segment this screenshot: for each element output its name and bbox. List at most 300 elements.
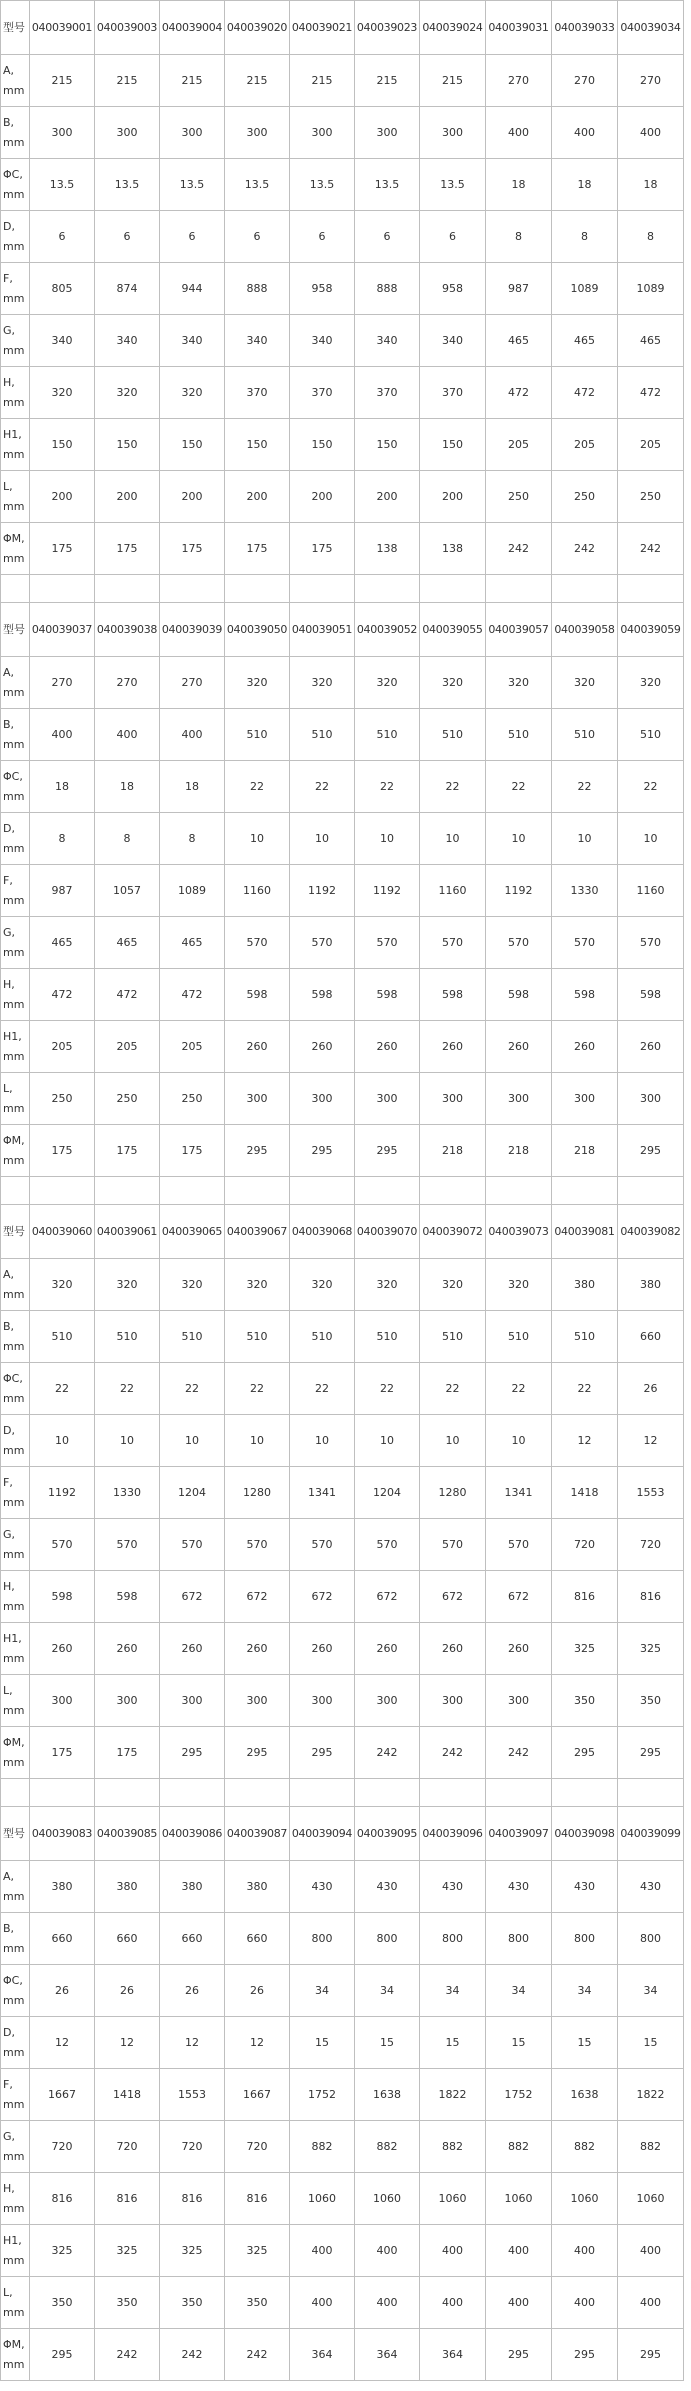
dimension-value-cell: 510 — [225, 1311, 290, 1363]
model-header-row — [1, 1807, 684, 1861]
dimension-value-cell: 22 — [160, 1363, 225, 1415]
dimension-value-cell: 10 — [160, 1415, 225, 1467]
model-number-cell: 040039052 — [355, 603, 420, 657]
model-number-cell: 040039023 — [355, 1, 420, 55]
dimension-value-cell: 598 — [355, 969, 420, 1021]
dimension-value-cell: 1192 — [355, 865, 420, 917]
dimension-value-cell: 672 — [290, 1571, 355, 1623]
dimension-value-cell: 22 — [290, 1363, 355, 1415]
dimension-value-cell: 510 — [355, 1311, 420, 1363]
block-spacer-row — [1, 575, 684, 603]
dimension-value-cell: 34 — [290, 1965, 355, 2017]
dimension-value-cell: 510 — [160, 1311, 225, 1363]
dimension-value-cell: 18 — [30, 761, 95, 813]
dimension-value-cell: 350 — [160, 2277, 225, 2329]
spacer-cell — [225, 1177, 290, 1205]
model-number-cell: 040039083 — [30, 1807, 95, 1861]
spacer-cell — [1, 1177, 30, 1205]
dimension-value-cell: 320 — [160, 1259, 225, 1311]
dimension-value-cell: 300 — [95, 107, 160, 159]
dimension-value-cell: 472 — [30, 969, 95, 1021]
dimension-value-cell: 1638 — [552, 2069, 618, 2121]
dimension-value-cell: 260 — [420, 1623, 486, 1675]
dimension-value-cell: 10 — [355, 1415, 420, 1467]
model-number-cell: 040039033 — [552, 1, 618, 55]
dimension-value-cell: 400 — [552, 2277, 618, 2329]
dimension-label: B, mm — [1, 1311, 30, 1363]
dimension-row — [1, 159, 684, 211]
dimension-value-cell: 22 — [486, 1363, 552, 1415]
dimension-value-cell: 12 — [95, 2017, 160, 2069]
dimension-value-cell: 570 — [420, 1519, 486, 1571]
dimension-label: H1, mm — [1, 1021, 30, 1073]
dimension-value-cell: 720 — [95, 2121, 160, 2173]
dimension-label: F, mm — [1, 865, 30, 917]
dimension-row — [1, 813, 684, 865]
dimension-value-cell: 1060 — [420, 2173, 486, 2225]
dimension-value-cell: 400 — [486, 2225, 552, 2277]
dimension-label: H, mm — [1, 969, 30, 1021]
dimension-value-cell: 270 — [160, 657, 225, 709]
dimension-value-cell: 380 — [30, 1861, 95, 1913]
dimension-value-cell: 10 — [225, 1415, 290, 1467]
dimension-value-cell: 215 — [225, 55, 290, 107]
dimension-label: B, mm — [1, 709, 30, 761]
dimension-value-cell: 6 — [420, 211, 486, 263]
dimension-value-cell: 6 — [160, 211, 225, 263]
dimension-value-cell: 350 — [552, 1675, 618, 1727]
dimension-value-cell: 26 — [618, 1363, 684, 1415]
dimension-value-cell: 340 — [160, 315, 225, 367]
dimension-value-cell: 370 — [420, 367, 486, 419]
dimension-value-cell: 380 — [225, 1861, 290, 1913]
dimension-value-cell: 22 — [552, 761, 618, 813]
dimension-value-cell: 300 — [160, 1675, 225, 1727]
dimension-value-cell: 958 — [420, 263, 486, 315]
dimension-value-cell: 260 — [160, 1623, 225, 1675]
dimension-row — [1, 657, 684, 709]
dimension-value-cell: 300 — [160, 107, 225, 159]
dimension-value-cell: 22 — [420, 761, 486, 813]
dimension-label: ΦM, mm — [1, 523, 30, 575]
dimension-value-cell: 672 — [355, 1571, 420, 1623]
dimension-label: B, mm — [1, 107, 30, 159]
model-number-cell: 040039021 — [290, 1, 355, 55]
model-number-cell: 040039085 — [95, 1807, 160, 1861]
dimension-value-cell: 13.5 — [225, 159, 290, 211]
dimension-label: A, mm — [1, 1259, 30, 1311]
dimension-value-cell: 1192 — [290, 865, 355, 917]
dimension-row — [1, 471, 684, 523]
dimension-label: L, mm — [1, 471, 30, 523]
dimension-value-cell: 295 — [618, 1125, 684, 1177]
dimension-value-cell: 510 — [95, 1311, 160, 1363]
spacer-cell — [160, 1779, 225, 1807]
dimension-value-cell: 400 — [290, 2277, 355, 2329]
dimension-row — [1, 1675, 684, 1727]
dimension-value-cell: 300 — [552, 1073, 618, 1125]
dimension-value-cell: 260 — [290, 1021, 355, 1073]
dimension-value-cell: 1160 — [225, 865, 290, 917]
dimension-value-cell: 364 — [290, 2329, 355, 2381]
spacer-cell — [30, 575, 95, 603]
dimension-value-cell: 218 — [486, 1125, 552, 1177]
dimension-value-cell: 370 — [355, 367, 420, 419]
dimension-row — [1, 2277, 684, 2329]
dimension-value-cell: 300 — [290, 1675, 355, 1727]
dimension-value-cell: 34 — [355, 1965, 420, 2017]
dimension-value-cell: 18 — [618, 159, 684, 211]
dimension-value-cell: 598 — [225, 969, 290, 1021]
dimension-value-cell: 800 — [420, 1913, 486, 1965]
dimension-label: D, mm — [1, 2017, 30, 2069]
dimension-value-cell: 200 — [160, 471, 225, 523]
model-number-cell: 040039001 — [30, 1, 95, 55]
dimension-value-cell: 150 — [225, 419, 290, 471]
dimension-value-cell: 570 — [290, 1519, 355, 1571]
dimension-value-cell: 10 — [552, 813, 618, 865]
dimension-value-cell: 1160 — [618, 865, 684, 917]
dimension-value-cell: 364 — [355, 2329, 420, 2381]
dimension-row — [1, 761, 684, 813]
dimension-label: L, mm — [1, 1073, 30, 1125]
dimension-value-cell: 300 — [30, 107, 95, 159]
dimension-value-cell: 340 — [290, 315, 355, 367]
dimension-value-cell: 320 — [95, 367, 160, 419]
model-number-cell: 040039073 — [486, 1205, 552, 1259]
dimension-label: G, mm — [1, 1519, 30, 1571]
model-number-cell: 040039099 — [618, 1807, 684, 1861]
dimension-value-cell: 260 — [618, 1021, 684, 1073]
dimension-value-cell: 465 — [618, 315, 684, 367]
dimension-value-cell: 242 — [355, 1727, 420, 1779]
dimension-value-cell: 10 — [290, 1415, 355, 1467]
model-number-cell: 040039070 — [355, 1205, 420, 1259]
dimension-value-cell: 720 — [160, 2121, 225, 2173]
dimension-value-cell: 13.5 — [160, 159, 225, 211]
dimension-value-cell: 672 — [225, 1571, 290, 1623]
dimension-value-cell: 10 — [355, 813, 420, 865]
dimension-value-cell: 660 — [618, 1311, 684, 1363]
dimension-value-cell: 10 — [420, 1415, 486, 1467]
model-header-label: 型号 — [1, 603, 30, 657]
dimension-value-cell: 364 — [420, 2329, 486, 2381]
dimension-value-cell: 570 — [618, 917, 684, 969]
dimension-value-cell: 400 — [618, 107, 684, 159]
dimension-value-cell: 598 — [95, 1571, 160, 1623]
dimension-value-cell: 340 — [30, 315, 95, 367]
dimension-row — [1, 1571, 684, 1623]
dimension-value-cell: 34 — [486, 1965, 552, 2017]
dimension-value-cell: 300 — [225, 1073, 290, 1125]
spacer-cell — [1, 575, 30, 603]
dimension-row — [1, 1363, 684, 1415]
dimension-value-cell: 260 — [225, 1623, 290, 1675]
model-number-cell: 040039072 — [420, 1205, 486, 1259]
dimension-value-cell: 10 — [420, 813, 486, 865]
dimension-row — [1, 1623, 684, 1675]
dimension-value-cell: 150 — [290, 419, 355, 471]
dimension-label: G, mm — [1, 917, 30, 969]
dimension-value-cell: 320 — [420, 1259, 486, 1311]
dimension-value-cell: 295 — [30, 2329, 95, 2381]
dimension-value-cell: 320 — [486, 1259, 552, 1311]
dimension-value-cell: 242 — [160, 2329, 225, 2381]
dimension-row — [1, 2017, 684, 2069]
dimension-label: G, mm — [1, 2121, 30, 2173]
model-number-cell: 040039039 — [160, 603, 225, 657]
dimension-value-cell: 400 — [552, 2225, 618, 2277]
spacer-cell — [552, 1177, 618, 1205]
dimension-row — [1, 1861, 684, 1913]
dimension-value-cell: 26 — [30, 1965, 95, 2017]
model-number-cell: 040039068 — [290, 1205, 355, 1259]
dimension-row — [1, 1311, 684, 1363]
dimension-value-cell: 350 — [30, 2277, 95, 2329]
dimension-value-cell: 325 — [552, 1623, 618, 1675]
dimension-label: F, mm — [1, 263, 30, 315]
dimension-value-cell: 340 — [95, 315, 160, 367]
dimension-value-cell: 325 — [30, 2225, 95, 2277]
model-number-cell: 040039082 — [618, 1205, 684, 1259]
dimension-value-cell: 300 — [225, 1675, 290, 1727]
dimension-value-cell: 15 — [290, 2017, 355, 2069]
dimension-value-cell: 816 — [552, 1571, 618, 1623]
dimension-value-cell: 250 — [95, 1073, 160, 1125]
dimension-row — [1, 917, 684, 969]
dimension-value-cell: 260 — [486, 1623, 552, 1675]
dimension-value-cell: 1192 — [486, 865, 552, 917]
dimension-value-cell: 320 — [30, 1259, 95, 1311]
model-number-cell: 040039067 — [225, 1205, 290, 1259]
dimension-row — [1, 1125, 684, 1177]
dimension-row — [1, 2121, 684, 2173]
spacer-cell — [420, 575, 486, 603]
dimension-value-cell: 400 — [552, 107, 618, 159]
dimension-value-cell: 320 — [486, 657, 552, 709]
dimension-value-cell: 320 — [290, 1259, 355, 1311]
dimension-value-cell: 26 — [160, 1965, 225, 2017]
dimension-value-cell: 300 — [420, 1073, 486, 1125]
dimension-value-cell: 1089 — [618, 263, 684, 315]
dimension-value-cell: 205 — [618, 419, 684, 471]
dimension-value-cell: 6 — [225, 211, 290, 263]
dimension-value-cell: 380 — [618, 1259, 684, 1311]
dimension-value-cell: 570 — [552, 917, 618, 969]
dimension-value-cell: 400 — [355, 2277, 420, 2329]
dimension-label: D, mm — [1, 1415, 30, 1467]
dimension-value-cell: 22 — [30, 1363, 95, 1415]
dimension-value-cell: 242 — [552, 523, 618, 575]
dimension-label: D, mm — [1, 211, 30, 263]
dimension-value-cell: 10 — [30, 1415, 95, 1467]
dimension-value-cell: 1204 — [160, 1467, 225, 1519]
dimension-value-cell: 720 — [225, 2121, 290, 2173]
dimension-value-cell: 800 — [552, 1913, 618, 1965]
dimension-value-cell: 6 — [30, 211, 95, 263]
model-number-cell: 040039004 — [160, 1, 225, 55]
dimension-value-cell: 510 — [420, 709, 486, 761]
dimension-value-cell: 260 — [290, 1623, 355, 1675]
dimension-value-cell: 672 — [420, 1571, 486, 1623]
dimension-label: H1, mm — [1, 1623, 30, 1675]
spacer-cell — [30, 1177, 95, 1205]
dimension-value-cell: 320 — [225, 657, 290, 709]
dimension-value-cell: 1418 — [552, 1467, 618, 1519]
dimension-value-cell: 215 — [30, 55, 95, 107]
dimension-label: ΦC, mm — [1, 159, 30, 211]
dimension-value-cell: 570 — [355, 1519, 420, 1571]
dimension-value-cell: 260 — [225, 1021, 290, 1073]
block-spacer-row — [1, 1177, 684, 1205]
dimension-value-cell: 570 — [160, 1519, 225, 1571]
spacer-cell — [552, 575, 618, 603]
dimension-value-cell: 15 — [420, 2017, 486, 2069]
dimension-value-cell: 300 — [355, 107, 420, 159]
spacer-cell — [355, 1177, 420, 1205]
spacer-cell — [618, 575, 684, 603]
dimension-value-cell: 250 — [486, 471, 552, 523]
dimension-value-cell: 350 — [618, 1675, 684, 1727]
dimension-value-cell: 944 — [160, 263, 225, 315]
dimension-value-cell: 242 — [225, 2329, 290, 2381]
dimension-value-cell: 510 — [290, 1311, 355, 1363]
dimension-value-cell: 510 — [290, 709, 355, 761]
dimension-value-cell: 465 — [552, 315, 618, 367]
dimension-value-cell: 510 — [552, 709, 618, 761]
block-spacer-row — [1, 1779, 684, 1807]
dimension-value-cell: 270 — [486, 55, 552, 107]
dimension-value-cell: 465 — [486, 315, 552, 367]
dimension-label: ΦC, mm — [1, 1965, 30, 2017]
dimension-value-cell: 350 — [95, 2277, 160, 2329]
dimension-value-cell: 370 — [225, 367, 290, 419]
dimension-value-cell: 205 — [30, 1021, 95, 1073]
dimension-value-cell: 295 — [290, 1727, 355, 1779]
model-number-cell: 040039087 — [225, 1807, 290, 1861]
dimension-row — [1, 367, 684, 419]
dimension-value-cell: 720 — [30, 2121, 95, 2173]
dimension-row — [1, 1073, 684, 1125]
dimension-value-cell: 175 — [225, 523, 290, 575]
model-number-cell: 040039094 — [290, 1807, 355, 1861]
dimension-value-cell: 320 — [30, 367, 95, 419]
dimension-value-cell: 15 — [355, 2017, 420, 2069]
model-number-cell: 040039095 — [355, 1807, 420, 1861]
dimension-value-cell: 260 — [552, 1021, 618, 1073]
dimension-value-cell: 295 — [552, 2329, 618, 2381]
dimension-row — [1, 1727, 684, 1779]
dimension-value-cell: 205 — [552, 419, 618, 471]
dimension-value-cell: 22 — [225, 761, 290, 813]
dimension-value-cell: 1752 — [486, 2069, 552, 2121]
dimension-value-cell: 888 — [355, 263, 420, 315]
dimension-row — [1, 1021, 684, 1073]
dimension-value-cell: 175 — [160, 523, 225, 575]
dimension-value-cell: 22 — [225, 1363, 290, 1415]
dimension-value-cell: 800 — [355, 1913, 420, 1965]
dimension-value-cell: 958 — [290, 263, 355, 315]
dimension-value-cell: 205 — [95, 1021, 160, 1073]
dimension-value-cell: 22 — [95, 1363, 160, 1415]
dimension-value-cell: 340 — [355, 315, 420, 367]
dimension-value-cell: 34 — [552, 1965, 618, 2017]
spacer-cell — [420, 1177, 486, 1205]
dimension-value-cell: 320 — [290, 657, 355, 709]
spacer-cell — [552, 1779, 618, 1807]
spacer-cell — [160, 575, 225, 603]
model-header-label: 型号 — [1, 1205, 30, 1259]
dimension-value-cell: 325 — [225, 2225, 290, 2277]
dimension-value-cell: 242 — [486, 1727, 552, 1779]
dimension-value-cell: 300 — [290, 107, 355, 159]
model-number-cell: 040039050 — [225, 603, 290, 657]
dimension-value-cell: 242 — [95, 2329, 160, 2381]
spacer-cell — [225, 1779, 290, 1807]
model-header-label: 型号 — [1, 1807, 30, 1861]
dimension-value-cell: 15 — [618, 2017, 684, 2069]
dimension-row — [1, 1913, 684, 1965]
dimension-value-cell: 1553 — [618, 1467, 684, 1519]
spacer-cell — [420, 1779, 486, 1807]
model-number-cell: 040039057 — [486, 603, 552, 657]
dimension-value-cell: 175 — [30, 523, 95, 575]
dimension-value-cell: 570 — [486, 917, 552, 969]
dimension-value-cell: 150 — [30, 419, 95, 471]
dimension-value-cell: 260 — [420, 1021, 486, 1073]
spacer-cell — [290, 1779, 355, 1807]
dimension-value-cell: 660 — [95, 1913, 160, 1965]
dimension-value-cell: 380 — [95, 1861, 160, 1913]
dimension-value-cell: 1089 — [552, 263, 618, 315]
dimension-value-cell: 320 — [95, 1259, 160, 1311]
dimension-value-cell: 1060 — [618, 2173, 684, 2225]
dimension-value-cell: 10 — [290, 813, 355, 865]
spacer-cell — [1, 1779, 30, 1807]
dimension-value-cell: 1822 — [420, 2069, 486, 2121]
dimension-value-cell: 1822 — [618, 2069, 684, 2121]
dimension-value-cell: 510 — [420, 1311, 486, 1363]
model-number-cell: 040039065 — [160, 1205, 225, 1259]
dimension-value-cell: 598 — [290, 969, 355, 1021]
dimension-row — [1, 1467, 684, 1519]
model-header-row — [1, 1, 684, 55]
dimension-value-cell: 34 — [420, 1965, 486, 2017]
model-number-cell: 040039061 — [95, 1205, 160, 1259]
model-number-cell: 040039086 — [160, 1807, 225, 1861]
model-number-cell: 040039024 — [420, 1, 486, 55]
dimension-value-cell: 200 — [420, 471, 486, 523]
dimension-row — [1, 709, 684, 761]
dimension-value-cell: 320 — [355, 657, 420, 709]
dimension-value-cell: 8 — [552, 211, 618, 263]
spacer-cell — [95, 1177, 160, 1205]
dimension-value-cell: 200 — [30, 471, 95, 523]
dimension-value-cell: 270 — [30, 657, 95, 709]
dimension-value-cell: 8 — [160, 813, 225, 865]
dimension-value-cell: 660 — [30, 1913, 95, 1965]
dimension-value-cell: 816 — [30, 2173, 95, 2225]
dimension-label: H1, mm — [1, 2225, 30, 2277]
dimension-value-cell: 12 — [30, 2017, 95, 2069]
dimension-value-cell: 660 — [160, 1913, 225, 1965]
dimension-value-cell: 205 — [486, 419, 552, 471]
dimension-value-cell: 10 — [486, 813, 552, 865]
dimension-value-cell: 250 — [552, 471, 618, 523]
dimension-value-cell: 598 — [618, 969, 684, 1021]
spacer-cell — [30, 1779, 95, 1807]
dimension-value-cell: 295 — [618, 2329, 684, 2381]
